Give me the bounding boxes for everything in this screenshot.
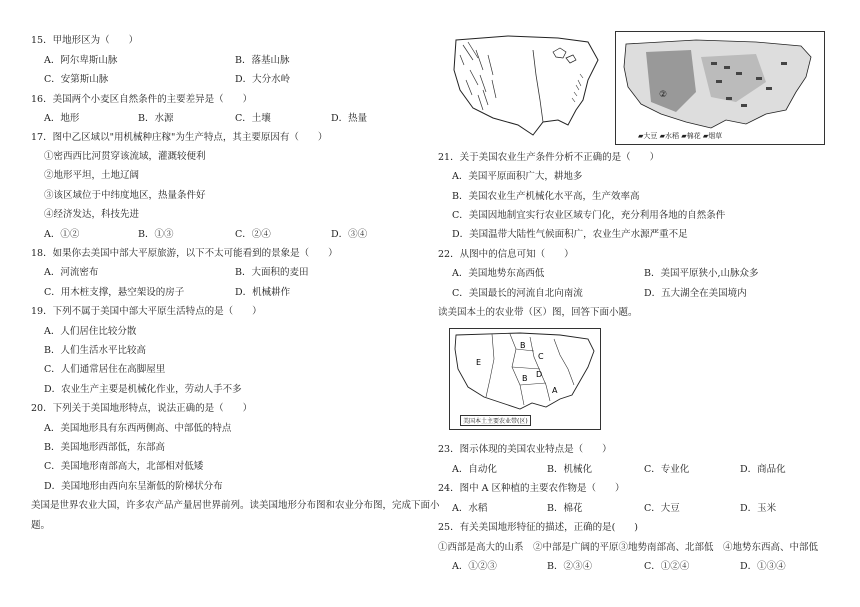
q21-option-a[interactable]: A．美国平原面积广大，耕地多 — [452, 171, 583, 182]
q22-option-c[interactable]: C．美国最长的河流自北向南流 — [452, 288, 583, 299]
q24-stem: 24．图中 A 区种植的主要农作物是（ ） — [438, 483, 625, 494]
q20-option-d[interactable]: D．美国地形由西向东呈渐低的阶梯状分布 — [44, 481, 223, 492]
q15-option-a[interactable]: A．阿尔卑斯山脉 — [44, 55, 118, 66]
q18-option-d[interactable]: D．机械耕作 — [235, 287, 291, 298]
agriculture-legend — [638, 131, 722, 141]
legend-soybean-icon: ▰ — [638, 132, 644, 140]
q22-option-a[interactable]: A．美国地势东高西低 — [452, 268, 545, 279]
q21-stem: 21．关于美国农业生产条件分析不正确的是（ ） — [438, 152, 660, 163]
map-region-marker: ② — [659, 90, 668, 100]
q16-option-a[interactable]: A．地形 — [44, 113, 80, 124]
q19-option-b[interactable]: B．人们生活水平比较高 — [44, 345, 146, 356]
q18-option-a[interactable]: A．河流密布 — [44, 267, 99, 278]
q22-option-b[interactable]: B．美国平原狭小,山脉众多 — [644, 268, 759, 279]
legend-rice-icon: ▰ — [659, 132, 666, 140]
belt-label-b-north: B — [520, 341, 526, 350]
us-terrain-map — [448, 30, 608, 144]
agricultural-belts-title: 美国本土主要农业带(区) — [460, 415, 531, 426]
belt-label-c: C — [538, 352, 544, 361]
q25-option-c[interactable]: C．①②④ — [644, 561, 690, 572]
q17-statement-1: ①密西西比河贯穿该流域，灌溉较便利 — [44, 151, 206, 162]
us-agriculture-map-drawing — [616, 32, 824, 144]
belt-label-e: E — [476, 358, 482, 367]
q24-option-c[interactable]: C．大豆 — [644, 503, 680, 514]
intro-paragraph-1-cont: 题。 — [31, 520, 51, 531]
q18-stem: 18．如果你去美国中部大平原旅游，以下不太可能看到的景象是（ ） — [31, 248, 338, 259]
agricultural-belts-drawing — [450, 329, 600, 429]
q24-option-b[interactable]: B．棉花 — [547, 503, 583, 514]
q22-option-d[interactable]: D．五大湖全在美国境内 — [644, 288, 747, 299]
legend-tobacco-icon: ▰ — [702, 132, 709, 140]
q25-stem: 25．有关美国地形特征的描述，正确的是( ) — [438, 522, 639, 533]
q20-option-b[interactable]: B．美国地形西部低，东部高 — [44, 442, 165, 453]
intro-paragraph-1: 美国是世界农业大国，许多农产品产量居世界前列。读美国地形分布图和农业分布图，完成下面小 — [31, 500, 440, 511]
q15-option-c[interactable]: C．安第斯山脉 — [44, 74, 109, 85]
q25-option-b[interactable]: B．②③④ — [547, 561, 592, 572]
q16-option-c[interactable]: C．土壤 — [235, 113, 271, 124]
q25-statements: ①西部是高大的山系 ②中部是广阔的平原③地势南部高、北部低 ④地势东西高、中部低 — [438, 542, 819, 553]
q19-option-d[interactable]: D．农业生产主要是机械化作业，劳动人手不多 — [44, 384, 242, 395]
q16-option-b[interactable]: B．水源 — [138, 113, 174, 124]
q17-statement-2: ②地形平坦，土地辽阔 — [44, 170, 140, 181]
legend-soybean: 大豆 — [643, 132, 658, 140]
legend-rice: 水稻 — [665, 132, 680, 140]
q15-option-b[interactable]: B．落基山脉 — [235, 55, 290, 66]
q18-option-c[interactable]: C．用木桩支撑，悬空架设的房子 — [44, 287, 185, 298]
q24-option-a[interactable]: A．水稻 — [452, 503, 488, 514]
q23-option-b[interactable]: B．机械化 — [547, 464, 592, 475]
q20-option-c[interactable]: C．美国地形南部高大，北部相对低矮 — [44, 461, 204, 472]
belt-label-a: A — [552, 386, 558, 395]
q20-option-a[interactable]: A．美国地形具有东西两侧高、中部低的特点 — [44, 423, 232, 434]
q22-stem: 22．从图中的信息可知（ ） — [438, 249, 574, 260]
q23-stem: 23．图示体现的美国农业特点是（ ） — [438, 444, 612, 455]
q16-stem: 16．美国两个小麦区自然条件的主要差异是（ ） — [31, 94, 253, 105]
legend-cotton: 棉花 — [686, 132, 701, 140]
q17-option-b[interactable]: B．①③ — [138, 229, 174, 240]
q25-option-d[interactable]: D．①③④ — [740, 561, 786, 572]
legend-tobacco: 烟草 — [708, 132, 723, 140]
q21-option-c[interactable]: C．美国因地制宜实行农业区域专门化，充分利用各地的自然条件 — [452, 210, 726, 221]
q23-option-d[interactable]: D．商品化 — [740, 464, 786, 475]
q17-option-d[interactable]: D．③④ — [331, 229, 368, 240]
q17-option-a[interactable]: A．①② — [44, 229, 80, 240]
q18-option-b[interactable]: B．大面积的麦田 — [235, 267, 309, 278]
q21-option-b[interactable]: B．美国农业生产机械化水平高，生产效率高 — [452, 191, 640, 202]
q23-option-a[interactable]: A．自动化 — [452, 464, 497, 475]
us-agriculture-map — [615, 31, 825, 145]
q15-stem: 15．甲地形区为（ ） — [31, 35, 139, 46]
q17-statement-3: ③该区域位于中纬度地区，热量条件好 — [44, 190, 206, 201]
q19-option-c[interactable]: C．人们通常居住在高脚屋里 — [44, 364, 166, 375]
q21-option-d[interactable]: D．美国温带大陆性气候面积广，农业生产水源严重不足 — [452, 229, 688, 240]
q17-stem: 17．图中乙区域以"用机械种庄稼"为生产特点，其主要原因有（ ） — [31, 132, 328, 143]
q16-option-d[interactable]: D．热量 — [331, 113, 368, 124]
legend-cotton-icon: ▰ — [681, 132, 687, 140]
us-terrain-map-drawing — [448, 30, 608, 144]
q24-option-d[interactable]: D．玉米 — [740, 503, 777, 514]
q23-option-c[interactable]: C．专业化 — [644, 464, 690, 475]
q15-option-d[interactable]: D．大分水岭 — [235, 74, 291, 85]
intro-paragraph-2: 读美国本土的农业带（区）图，回答下面小题。 — [438, 307, 638, 318]
q25-option-a[interactable]: A．①②③ — [452, 561, 497, 572]
q19-option-a[interactable]: A．人们居住比较分散 — [44, 326, 137, 337]
q19-stem: 19．下列不属于美国中部大平原生活特点的是（ ） — [31, 306, 262, 317]
agricultural-belts-map — [449, 328, 601, 430]
q17-statement-4: ④经济发达，科技先进 — [44, 209, 140, 220]
belt-label-b-south: B — [522, 374, 528, 383]
belt-label-d: D — [536, 370, 543, 379]
q17-option-c[interactable]: C．②④ — [235, 229, 271, 240]
q20-stem: 20．下列关于美国地形特点，说法正确的是（ ） — [31, 403, 253, 414]
